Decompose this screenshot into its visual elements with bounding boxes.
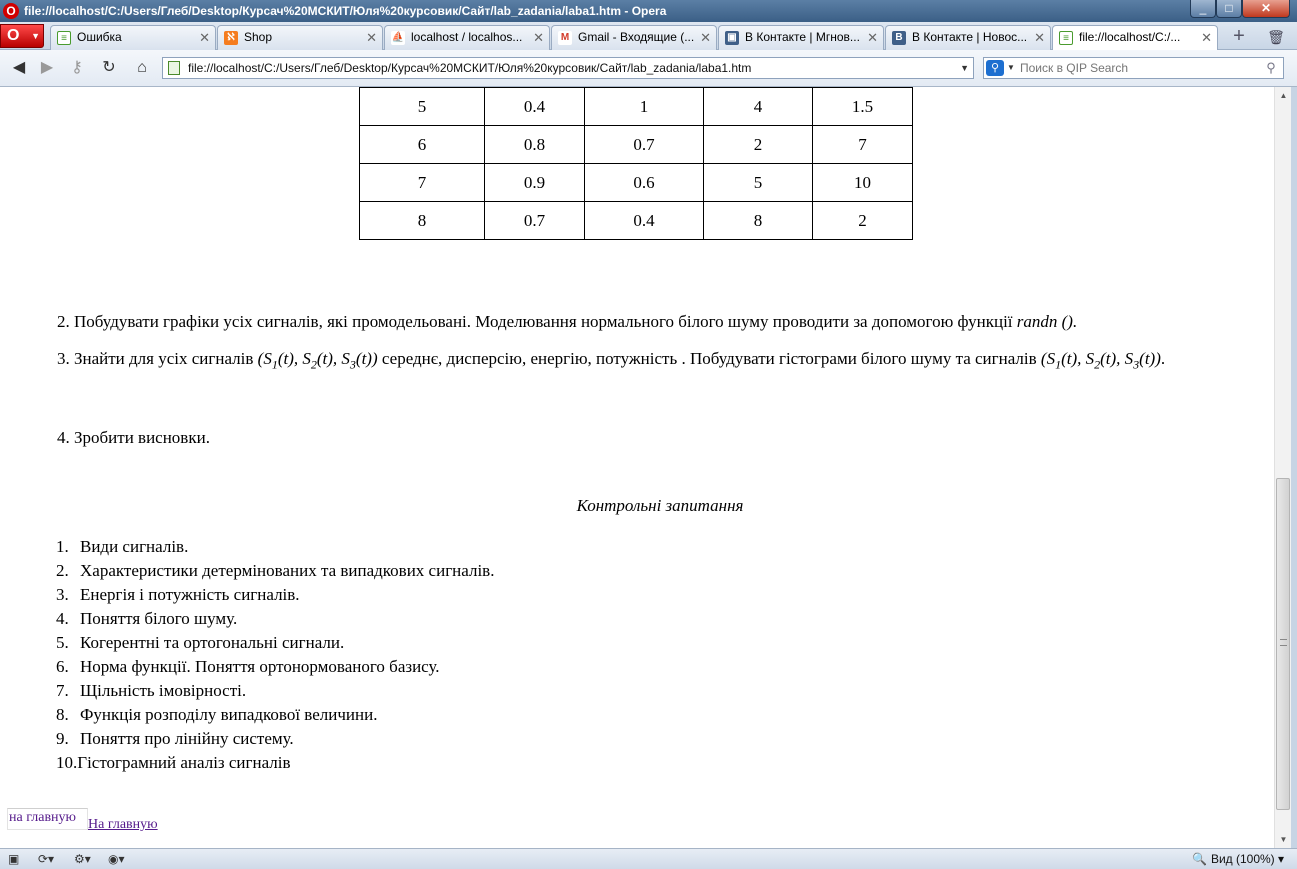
table-cell: 2 [704, 126, 813, 164]
search-go-icon[interactable]: ⚲ [1266, 60, 1276, 75]
scrollbar-thumb[interactable] [1276, 478, 1290, 810]
question-text: Норма функції. Поняття ортонормованого базису. [80, 657, 440, 676]
search-input[interactable] [1020, 59, 1256, 77]
tab-phpmyadmin[interactable]: ⛵ localhost / localhos... ✕ [384, 25, 550, 50]
gmail-icon: M [558, 31, 572, 45]
tab-shop[interactable]: ℵ Shop ✕ [217, 25, 383, 50]
home-link[interactable]: На главную [88, 817, 158, 832]
table-cell: 0.4 [585, 202, 704, 240]
tab-oshibka[interactable]: ≡ Ошибка ✕ [50, 25, 216, 50]
question-item [56, 751, 494, 775]
randn-function: randn (). [1016, 312, 1078, 331]
task-2: 2. Побудувати графіки усіх сигналів, які промодельовані. Моделювання нормального білого шуму проводити за допомогою функції randn (). [57, 312, 1078, 331]
question-number: 1. [56, 537, 69, 556]
question-number: 7. [56, 681, 69, 700]
status-bar [0, 848, 1297, 869]
question-item [56, 559, 494, 583]
question-item [56, 727, 494, 751]
question-item [56, 631, 494, 655]
question-item [56, 535, 494, 559]
tab-vk-news[interactable]: B В Контакте | Новос... ✕ [885, 25, 1051, 50]
tab-laba1-active[interactable]: ≡ file://localhost/C:/... ✕ [1052, 25, 1218, 51]
opera-logo-icon: O [3, 3, 19, 19]
sync-icon[interactable]: ⟳▾ [38, 852, 55, 866]
question-text: Гістограмний аналіз сигналів [77, 753, 291, 772]
vk-icon: B [892, 31, 906, 45]
table-cell: 8 [704, 202, 813, 240]
scroll-down-arrow-icon[interactable]: ▼ [1279, 835, 1288, 844]
forward-arrow-icon[interactable]: ▶ [40, 59, 54, 76]
table-cell: 1.5 [813, 88, 913, 126]
table-cell: 5 [360, 88, 485, 126]
opera-menu-button[interactable]: O ▼ [0, 24, 44, 48]
search-icon: ⚲ [986, 60, 1004, 76]
home-image[interactable]: на главную [7, 808, 88, 830]
signals-formula: ($S_1(t)$, $S_2(t)$, $S_3(t)$) [1040, 349, 1161, 372]
reload-icon[interactable]: ↻ [102, 59, 116, 76]
table-cell: 0.8 [485, 126, 585, 164]
table-cell: 0.4 [485, 88, 585, 126]
question-number: 10. [56, 753, 78, 772]
zoom-control[interactable]: 🔍 Вид (100%) ▾ [1192, 852, 1285, 866]
table-row [360, 126, 913, 164]
question-number: 2. [56, 561, 69, 580]
scroll-up-arrow-icon[interactable]: ▲ [1279, 91, 1288, 100]
page-icon [168, 61, 180, 75]
close-tab-icon[interactable]: ✕ [199, 30, 210, 45]
signals-formula: ($S_1(t)$, $S_2(t)$, $S_3(t)$) [257, 349, 378, 372]
signal-parameters-table [359, 87, 913, 240]
question-number: 3. [56, 585, 69, 604]
close-tab-icon[interactable]: ✕ [867, 30, 878, 45]
panel-toggle-icon[interactable]: ▣ [8, 852, 20, 866]
navigation-toolbar [0, 50, 1297, 87]
question-number: 5. [56, 633, 69, 652]
chevron-down-icon[interactable]: ▼ [960, 63, 969, 73]
question-item [56, 583, 494, 607]
table-cell: 0.7 [485, 202, 585, 240]
close-tab-icon[interactable]: ✕ [1201, 30, 1212, 45]
table-row [360, 202, 913, 240]
new-tab-icon[interactable]: + [1233, 25, 1245, 47]
question-item [56, 655, 494, 679]
question-number: 8. [56, 705, 69, 724]
question-text: Щільність імовірності. [80, 681, 247, 700]
table-cell: 10 [813, 164, 913, 202]
window-title-bar [0, 0, 1297, 22]
trash-icon[interactable]: 🗑 [1267, 29, 1285, 45]
table-row [360, 164, 913, 202]
home-icon[interactable]: ⌂ [137, 59, 147, 76]
close-tab-icon[interactable]: ✕ [1034, 30, 1045, 45]
magnifier-icon: 🔍 [1192, 852, 1207, 866]
table-cell: 1 [585, 88, 704, 126]
tab-vk-messages[interactable]: ▣ В Контакте | Мгнов... ✕ [718, 25, 884, 50]
close-tab-icon[interactable]: ✕ [366, 30, 377, 45]
close-window-button[interactable]: ✕ [1242, 0, 1290, 18]
wand-key-icon[interactable]: ⚷ [71, 59, 83, 76]
question-text: Характеристики детермінованих та випадкових сигналів. [80, 561, 495, 580]
address-url[interactable]: file://localhost/C:/Users/Глеб/Desktop/Курсач%20МСКИТ/Юля%20курсовик/Сайт/lab_zadania/laba1.htm [188, 61, 752, 75]
maximize-button[interactable]: □ [1216, 0, 1242, 18]
question-number: 4. [56, 609, 69, 628]
question-text: Функція розподілу випадкової величини. [80, 705, 378, 724]
chevron-down-icon: ▼ [1007, 63, 1015, 72]
question-text: Поняття про лінійну систему. [80, 729, 294, 748]
question-number: 9. [56, 729, 69, 748]
question-text: Поняття білого шуму. [80, 609, 238, 628]
question-item [56, 679, 494, 703]
question-number: 6. [56, 657, 69, 676]
task-3: 3. Знайти для усіх сигналів ($S_1(t)$, $S_2(t)$, $S_3(t)$) середнє, дисперсію, енергію, потужність . Побудувати гістограми білого шуму та сигналів ($S_1(t)$, $S_2(t)$, $S_3(t)$). [57, 349, 1166, 372]
search-engine-selector[interactable] [986, 60, 1016, 76]
table-row [360, 88, 913, 126]
table-cell: 0.9 [485, 164, 585, 202]
address-bar[interactable] [162, 57, 974, 79]
page-icon: ≡ [1059, 31, 1073, 45]
window-title: file://localhost/C:/Users/Глеб/Desktop/Курсач%20МСКИТ/Юля%20курсовик/Сайт/lab_zadania/laba1.htm - Opera [24, 4, 667, 18]
vertical-scrollbar[interactable] [1274, 87, 1291, 848]
questions-list [56, 535, 494, 775]
table-cell: 6 [360, 126, 485, 164]
question-text: Енергія і потужність сигналів. [80, 585, 300, 604]
turbo-icon[interactable]: ◉▾ [108, 852, 125, 866]
unite-icon[interactable]: ⚙▾ [74, 852, 91, 866]
table-cell: 8 [360, 202, 485, 240]
tab-bar [0, 22, 1297, 50]
close-tab-icon[interactable]: ✕ [700, 30, 711, 45]
page-viewport [0, 87, 1274, 848]
table-cell: 0.6 [585, 164, 704, 202]
window-frame [1291, 87, 1297, 848]
question-item [56, 607, 494, 631]
table-cell: 4 [704, 88, 813, 126]
minimize-button[interactable]: _ [1190, 0, 1216, 18]
task-4: 4. Зробити висновки. [57, 428, 210, 447]
table-cell: 0.7 [585, 126, 704, 164]
table-cell: 2 [813, 202, 913, 240]
question-text: Когерентні та ортогональні сигнали. [80, 633, 345, 652]
question-text: Види сигналів. [80, 537, 189, 556]
vk-chat-icon: ▣ [725, 31, 739, 45]
table-cell: 7 [813, 126, 913, 164]
close-tab-icon[interactable]: ✕ [533, 30, 544, 45]
xampp-icon: ℵ [224, 31, 238, 45]
search-box [983, 57, 1284, 79]
page-icon: ≡ [57, 31, 71, 45]
questions-title: Контрольні запитання [576, 496, 744, 515]
question-item [56, 703, 494, 727]
phpmyadmin-icon: ⛵ [391, 32, 405, 43]
table-cell: 7 [360, 164, 485, 202]
back-arrow-icon[interactable]: ◀ [12, 59, 26, 76]
table-cell: 5 [704, 164, 813, 202]
tab-gmail[interactable]: M Gmail - Входящие (... ✕ [551, 25, 717, 50]
